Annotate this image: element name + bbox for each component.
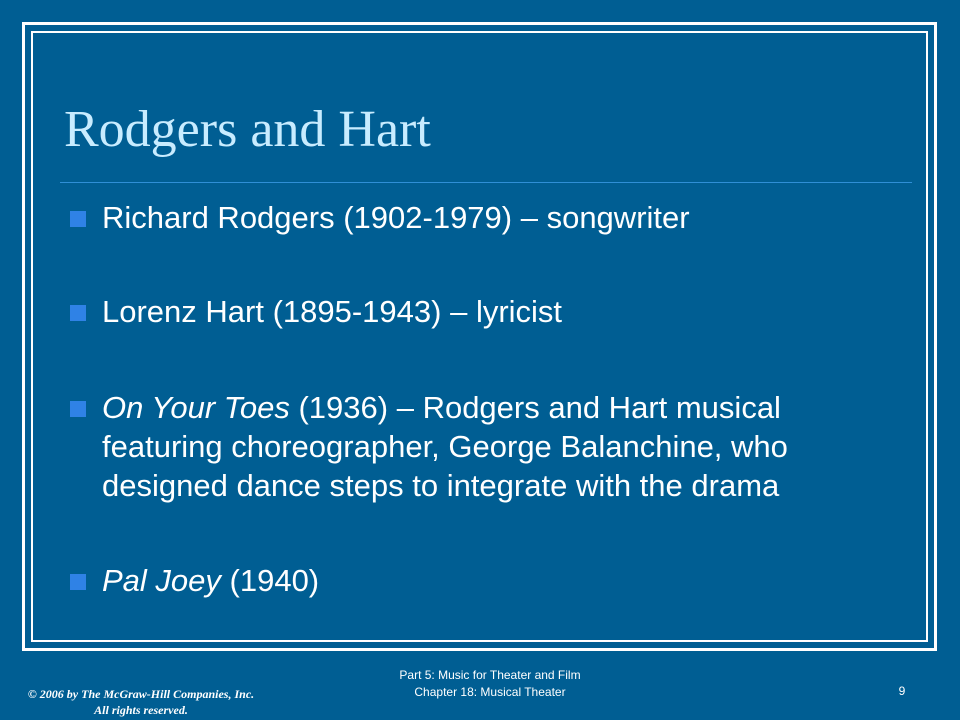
- bullet-text: On Your Toes (1936) – Rodgers and Hart musical featuring choreographer, George Balanchine, who designed dance steps to integrate with the drama: [102, 390, 788, 503]
- musical-title: On Your Toes: [102, 390, 290, 425]
- title-divider: [60, 182, 912, 183]
- rights-line: All rights reserved.: [94, 703, 188, 717]
- bullet-text: Richard Rodgers (1902-1979) – songwriter: [102, 200, 690, 235]
- musical-title: Pal Joey: [102, 563, 221, 598]
- square-bullet-icon: [70, 401, 86, 417]
- square-bullet-icon: [70, 211, 86, 227]
- square-bullet-icon: [70, 574, 86, 590]
- chapter-info: [330, 667, 650, 701]
- part-label: Part 5: Music for Theater and Film: [399, 668, 581, 682]
- copyright-notice: [6, 686, 276, 718]
- bullet-text: Lorenz Hart (1895-1943) – lyricist: [102, 294, 563, 329]
- copyright-line: © 2006 by The McGraw-Hill Companies, Inc.: [27, 687, 255, 701]
- bullet-text: Pal Joey (1940): [102, 563, 320, 598]
- slide-title: Rodgers and Hart: [64, 101, 431, 158]
- square-bullet-icon: [70, 305, 86, 321]
- chapter-label: Chapter 18: Musical Theater: [414, 685, 566, 699]
- page-number: 9: [898, 684, 906, 698]
